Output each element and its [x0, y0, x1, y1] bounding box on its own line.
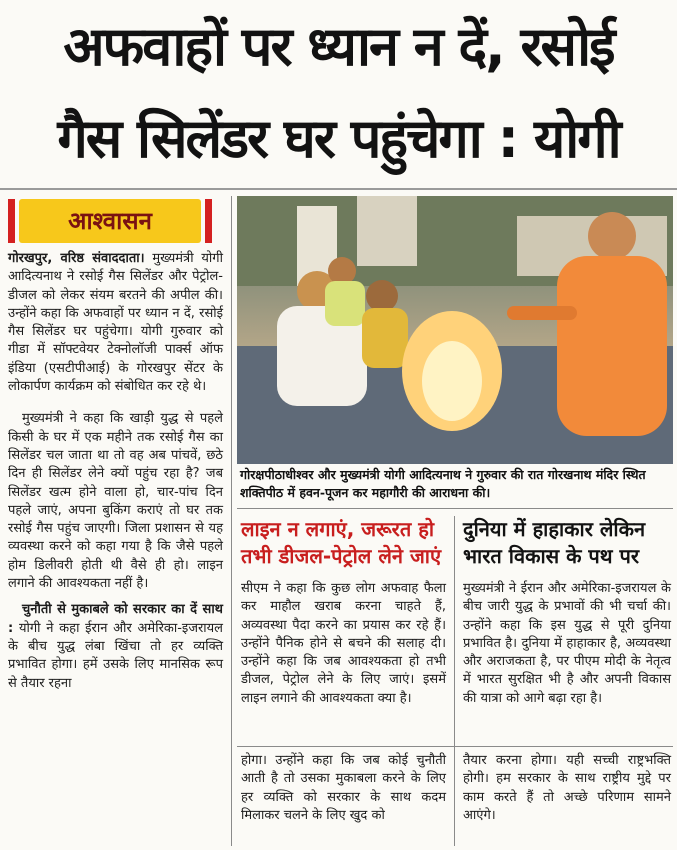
headline-divider	[0, 188, 677, 190]
paragraph-1: मुख्यमंत्री योगी आदित्यनाथ ने रसोई गैस सिलेंडर और पेट्रोल-डीजल को लेकर संयम बरतने की अपील की। उन्होंने कहा कि अफवाहों पर ध्यान न दें, रसोई गैस सिलेंडर घर पहुंचेगा। योगी गुरुवार को गीडा में सॉफ्टवेयर टेक्नोलॉजी पार्क्स ऑफ इंडिया (एसटीपीआई) के गोरखपुर सेंटर के लोकार्पण कार्यक्रम को संबोधित कर रहे थे।	[8, 251, 223, 395]
column-divider-1	[231, 196, 232, 846]
paragraph-col3-2: तैयार करना होगा। यही सच्ची राष्ट्रभक्ति होगी। हम सरकार के साथ राष्ट्रीय मुद्दे पर काम करते हैं तो अच्छे परिणाम सामने आएंगे।	[463, 753, 671, 823]
column-3-bottom	[463, 752, 671, 825]
paragraph-col2-1: सीएम ने कहा कि कुछ लोग अफवाह फैला कर माहौल खराब करना चाहते हैं, अव्यवस्था पैदा करने का प्रयास कर रहे हैं। उन्होंने पैनिक होने से बचने की सलाह दी। उन्होंने कहा कि जब आवश्यकता हो तभी डीजल, पेट्रोल लेने के लिए जाएं। इसमें लाइन लगाने की आवश्यकता क्या है।	[241, 581, 446, 706]
column-3-top	[463, 580, 671, 708]
paragraph-col3-1: मुख्यमंत्री ने ईरान और अमेरिका-इजरायल के बीच जारी युद्ध के प्रभावों की भी चर्चा की। उन्होंने कहा कि इस युद्ध से पूरी दुनिया प्रभावित है। दुनिया में हाहाकार है, अव्यवस्था और अराजकता है, पर पीएम मोदी के नेतृत्व में भारत सुरक्षित भी है और अपनी विकास की यात्रा को आगे बढ़ा रहा है।	[463, 581, 671, 706]
headline-line-2: गैस सिलेंडर घर पहुंचेगा : योगी	[57, 107, 620, 170]
subhead-no-queue: लाइन न लगाएं, जरूरत हो तभी डीजल-पेट्रोल लेने जाएं	[241, 517, 442, 568]
caption-rule	[237, 508, 673, 509]
dateline: गोरखपुर, वरिष्ठ संवाददाता।	[8, 251, 145, 266]
subhead-india-development: दुनिया में हाहाकार लेकिन भारत विकास के पथ पर	[463, 517, 646, 568]
badge-label: आश्वासन	[19, 199, 201, 243]
column-divider-2	[454, 516, 455, 846]
photo-caption: गोरक्षपीठाधीश्वर और मुख्यमंत्री योगी आदित्यनाथ ने गुरुवार की रात गोरखनाथ मंदिर स्थित शक्तिपीठ में हवन-पूजन कर महागौरी की आराधना की।	[240, 467, 646, 500]
column-2-bottom	[241, 752, 446, 825]
badge-left-bar	[8, 199, 15, 243]
column-2-top	[241, 580, 446, 708]
photo-illustration	[237, 196, 673, 464]
section-badge	[8, 199, 212, 243]
badge-right-bar	[205, 199, 212, 243]
headline-line-1: अफवाहों पर ध्यान न दें, रसोई	[63, 15, 614, 78]
subhead-inline: चुनौती से मुकाबले को सरकार का दें साथ :	[8, 602, 223, 636]
column-1	[8, 250, 223, 693]
bottom-rule	[237, 746, 673, 747]
paragraph-3: योगी ने कहा ईरान और अमेरिका-इजरायल के बीच युद्ध लंबा खिंचा तो हर व्यक्ति प्रभावित होगा। हमें उसके लिए मानसिक रूप से तैयार रहना	[8, 620, 224, 691]
paragraph-2: मुख्यमंत्री ने कहा कि खाड़ी युद्ध से पहले किसी के घर में एक महीने तक रसोई गैस का सिलेंडर चल जाता था तो वह अब पांचवें, छठे दिन ही सिलेंडर लेने क्यों पहुंच रहा है? जब सिलेंडर खत्म होने वाला हो, चार-पांच दिन पहले जाएं, अपना बुकिंग कराएं तो घर तक रसोई गैस पहुंच जाएगी। जिला प्रशासन से यह व्यवस्था करने को कहा गया है कि जैसे पहले होम डिलीवरी होती थी वैसे ही हो। लाइन लगाने की आवश्यकता नहीं है।	[8, 411, 223, 592]
paragraph-col2-2: होगा। उन्होंने कहा कि जब कोई चुनौती आती है तो उसका मुकाबला करने के लिए हर व्यक्ति को सरकार के साथ कदम मिलाकर चलने के लिए खुद को	[241, 753, 446, 823]
havan-ceremony-photo	[237, 196, 673, 464]
